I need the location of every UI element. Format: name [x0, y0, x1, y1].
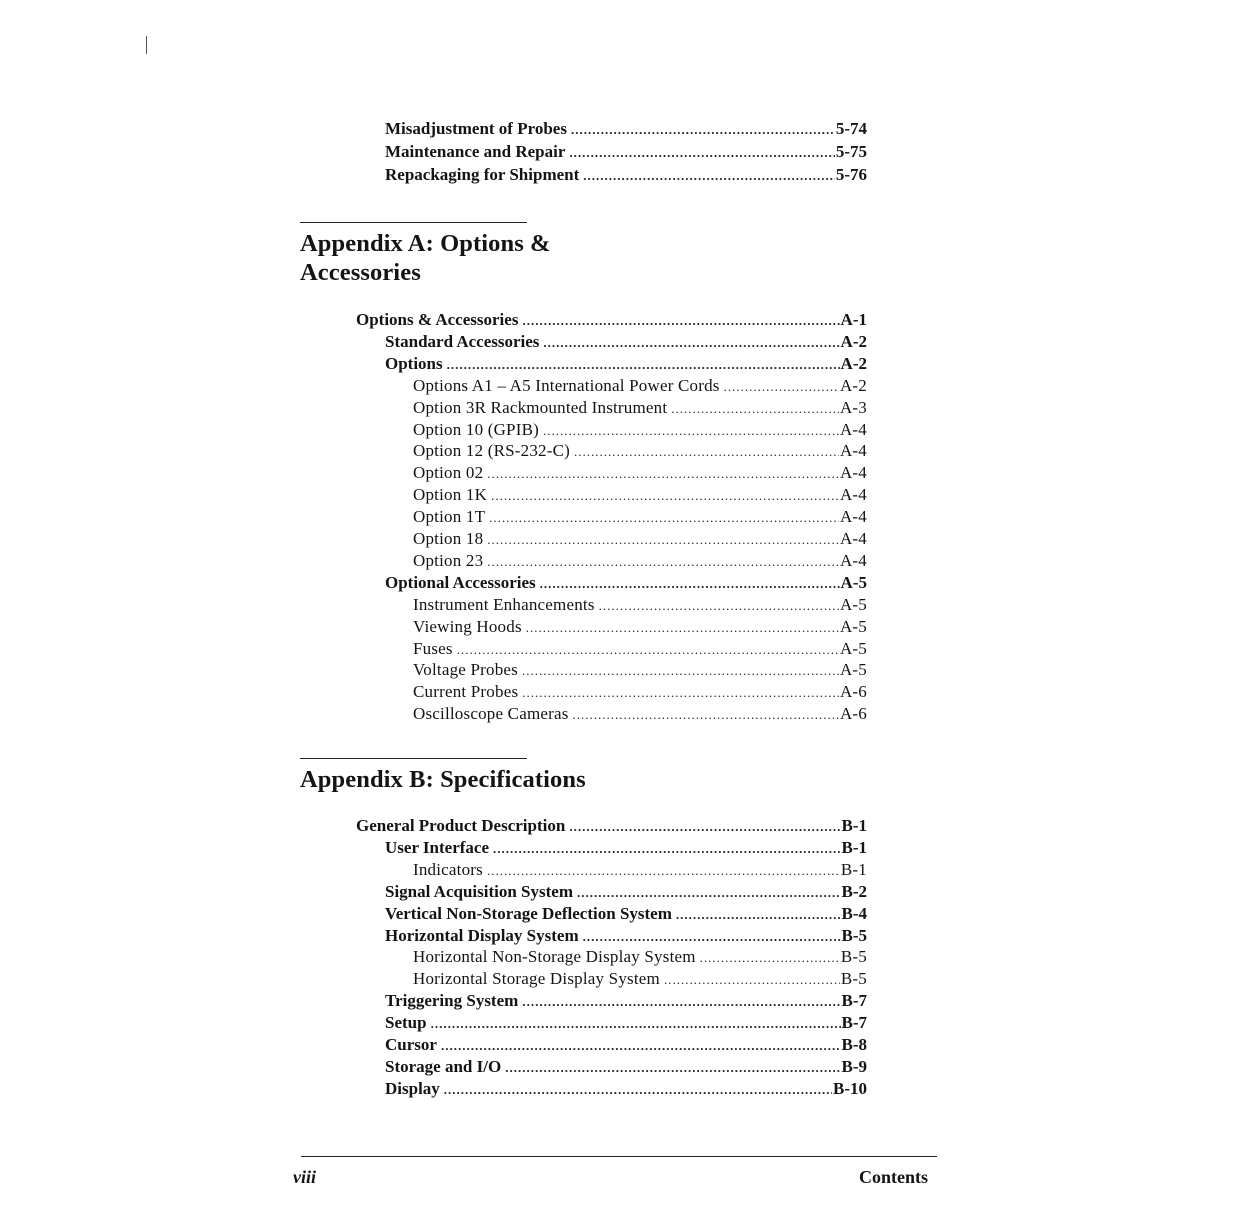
- toc-entry: [413, 397, 867, 419]
- footer-page-number: viii: [293, 1167, 316, 1187]
- toc-dot-leader: [577, 882, 841, 904]
- toc-entry-title: Option 1T: [413, 507, 486, 527]
- toc-entry-page: B-7: [841, 991, 867, 1011]
- toc-dot-leader: [487, 463, 839, 485]
- toc-dot-leader: [522, 660, 839, 682]
- toc-entry-page: A-4: [839, 463, 867, 483]
- toc-entry-title: Oscilloscope Cameras: [413, 704, 569, 724]
- toc-dot-leader: [487, 529, 839, 551]
- toc-dot-leader: [664, 969, 840, 991]
- toc-entry-page: B-10: [833, 1078, 867, 1098]
- toc-entry: [413, 681, 867, 703]
- toc-entry: [413, 375, 867, 397]
- toc-entry-page: A-6: [839, 704, 867, 724]
- toc-entry: [413, 638, 867, 660]
- toc-entry-page: A-1: [840, 310, 867, 329]
- toc-entry-title: Option 3R Rackmounted Instrument: [413, 397, 668, 417]
- toc-entry: [356, 309, 867, 331]
- toc-entry-title: Triggering System: [385, 991, 519, 1011]
- toc-entry-title: Storage and I/O: [385, 1056, 502, 1076]
- toc-dot-leader: [671, 398, 839, 420]
- toc-entry-title: Horizontal Display System: [385, 925, 579, 945]
- toc-entry-page: A-5: [839, 638, 867, 658]
- toc-entry: [385, 925, 867, 947]
- toc-entry-page: B-1: [841, 816, 867, 835]
- toc-entry: [385, 1056, 867, 1078]
- toc-entry: [413, 594, 867, 616]
- toc-dot-leader: [491, 485, 839, 507]
- toc-entry-title: Cursor: [385, 1035, 437, 1054]
- toc-entry: [385, 837, 867, 859]
- toc-dot-leader: [487, 551, 839, 573]
- toc-dot-leader: [573, 704, 839, 726]
- toc-entry: [356, 815, 867, 837]
- toc-entry-page: A-2: [840, 353, 867, 373]
- toc-entry-page: 5-76: [835, 165, 867, 184]
- toc-entry-title: Fuses: [413, 638, 453, 658]
- toc-entry-title: Option 02: [413, 463, 484, 483]
- toc-dot-leader: [543, 332, 839, 354]
- toc-entry: [385, 990, 867, 1012]
- footer-rule: [301, 1156, 937, 1157]
- toc-entry-page: A-6: [839, 682, 867, 702]
- toc-entry-title: Signal Acquisition System: [385, 881, 573, 901]
- toc-entry-title: Option 1K: [413, 485, 488, 505]
- toc-entry-page: A-4: [839, 485, 867, 505]
- toc-entry: [385, 1078, 867, 1100]
- toc-dot-leader: [583, 165, 835, 187]
- toc-entry-title: Options: [385, 353, 443, 373]
- toc-entry-page: A-2: [839, 375, 867, 395]
- toc-dot-leader: [489, 507, 839, 529]
- toc-dot-leader: [569, 816, 840, 838]
- toc-entry-page: A-2: [840, 331, 867, 351]
- toc-entry-page: A-4: [839, 441, 867, 461]
- toc-entry-title: Vertical Non-Storage Deflection System: [385, 903, 672, 923]
- toc-entry: [385, 1034, 867, 1056]
- toc-entry-title: Viewing Hoods: [413, 616, 522, 636]
- toc-entry-title: Voltage Probes: [413, 660, 518, 680]
- toc-entry-title: Option 10 (GPIB): [413, 419, 539, 439]
- scan-mark: [146, 36, 147, 54]
- toc-dot-leader: [522, 682, 839, 704]
- toc-dot-leader: [444, 1079, 832, 1101]
- toc-dot-leader: [493, 838, 840, 860]
- toc-entry-page: A-3: [839, 397, 867, 417]
- toc-dot-leader: [599, 595, 839, 617]
- toc-dot-leader: [574, 441, 839, 463]
- toc-dot-leader: [676, 904, 841, 926]
- toc-entry-page: B-9: [841, 1056, 867, 1076]
- toc-entry-page: A-5: [839, 660, 867, 680]
- toc-entry-title: Horizontal Non-Storage Display System: [413, 947, 696, 967]
- toc-entry: [413, 462, 867, 484]
- toc-entry: [385, 903, 867, 925]
- toc-entry-page: B-8: [841, 1035, 867, 1054]
- toc-entry: [413, 506, 867, 528]
- toc-entry-title: User Interface: [385, 837, 490, 857]
- section-rule: [300, 222, 527, 223]
- toc-entry-title: Optional Accessories: [385, 572, 536, 592]
- toc-entry-page: B-1: [840, 859, 867, 879]
- toc-dot-leader: [487, 860, 840, 882]
- toc-dot-leader: [583, 926, 841, 948]
- appendix-a-title: [300, 229, 551, 287]
- toc-entry-title: Options A1 – A5 International Power Cords: [413, 375, 720, 395]
- toc-entry-page: B-4: [841, 903, 867, 923]
- toc-dot-leader: [522, 310, 839, 332]
- toc-entry: [385, 353, 867, 375]
- toc-entry: [413, 528, 867, 550]
- toc-entry-page: B-5: [841, 925, 867, 945]
- toc-dot-leader: [526, 617, 839, 639]
- toc-entry-title: Current Probes: [413, 682, 519, 702]
- toc-entry: [413, 419, 867, 441]
- toc-entry: [413, 859, 867, 881]
- toc-entry-title: Indicators: [413, 859, 483, 879]
- toc-entry-page: B-5: [840, 969, 867, 989]
- appendix-a-title-line-2: Accessories: [300, 259, 421, 286]
- toc-entry-title: Setup: [385, 1013, 427, 1033]
- toc-entry-title: Option 18: [413, 529, 484, 548]
- toc-entry-page: 5-74: [835, 119, 867, 138]
- toc-entry-page: B-2: [841, 881, 867, 901]
- toc-dot-leader: [543, 420, 839, 442]
- toc-entry-page: 5-75: [835, 142, 867, 161]
- toc-dot-leader: [724, 376, 839, 398]
- toc-entry-title: Standard Accessories: [385, 331, 540, 351]
- toc-entry-page: A-4: [839, 529, 867, 548]
- toc-entry-page: B-7: [841, 1013, 867, 1033]
- appendix-b-title: Appendix B: Specifications: [300, 766, 586, 793]
- toc-entry-title: Horizontal Storage Display System: [413, 969, 660, 989]
- toc-dot-leader: [457, 639, 839, 661]
- toc-entry: [385, 141, 867, 163]
- toc-dot-leader: [569, 142, 834, 164]
- toc-entry: [413, 550, 867, 572]
- toc-entry-title: Instrument Enhancements: [413, 594, 595, 614]
- toc-entry-page: A-5: [839, 594, 867, 614]
- toc-dot-leader: [540, 573, 840, 595]
- toc-entry: [413, 616, 867, 638]
- toc-entry-title: Option 12 (RS-232-C): [413, 441, 570, 461]
- toc-dot-leader: [505, 1057, 840, 1079]
- toc-entry: [385, 1012, 867, 1034]
- toc-entry: [413, 946, 867, 968]
- toc-entry: [385, 118, 867, 140]
- toc-entry-title: Misadjustment of Probes: [385, 119, 567, 138]
- toc-dot-leader: [441, 1035, 841, 1057]
- toc-entry-title: General Product Description: [356, 816, 566, 835]
- toc-entry-page: A-4: [839, 550, 867, 570]
- toc-entry-page: B-1: [841, 837, 867, 857]
- footer-section-name: Contents: [858, 1167, 928, 1187]
- toc-entry-page: B-5: [840, 947, 867, 967]
- section-rule: [300, 758, 527, 759]
- toc-entry-title: Display: [385, 1078, 440, 1098]
- toc-entry-page: A-5: [840, 572, 867, 592]
- toc-entry: [413, 968, 867, 990]
- toc-entry-title: Options & Accessories: [356, 310, 519, 329]
- toc-dot-leader: [522, 991, 840, 1013]
- toc-entry-title: Repackaging for Shipment: [385, 165, 580, 184]
- toc-entry: [413, 440, 867, 462]
- toc-entry-page: A-4: [839, 419, 867, 439]
- toc-dot-leader: [571, 119, 835, 141]
- toc-entry-page: A-5: [839, 616, 867, 636]
- toc-entry: [413, 703, 867, 725]
- toc-entry: [385, 881, 867, 903]
- toc-entry: [413, 659, 867, 681]
- appendix-a-title-line-1: Appendix A: Options &: [300, 230, 551, 257]
- toc-entry: [385, 331, 867, 353]
- toc-dot-leader: [447, 354, 840, 376]
- toc-dot-leader: [700, 947, 840, 969]
- toc-entry: [413, 484, 867, 506]
- toc-entry: [385, 572, 867, 594]
- toc-entry: [385, 164, 867, 186]
- toc-entry-title: Maintenance and Repair: [385, 142, 566, 161]
- toc-entry-page: A-4: [839, 507, 867, 527]
- toc-entry-title: Option 23: [413, 550, 484, 570]
- toc-dot-leader: [431, 1013, 841, 1035]
